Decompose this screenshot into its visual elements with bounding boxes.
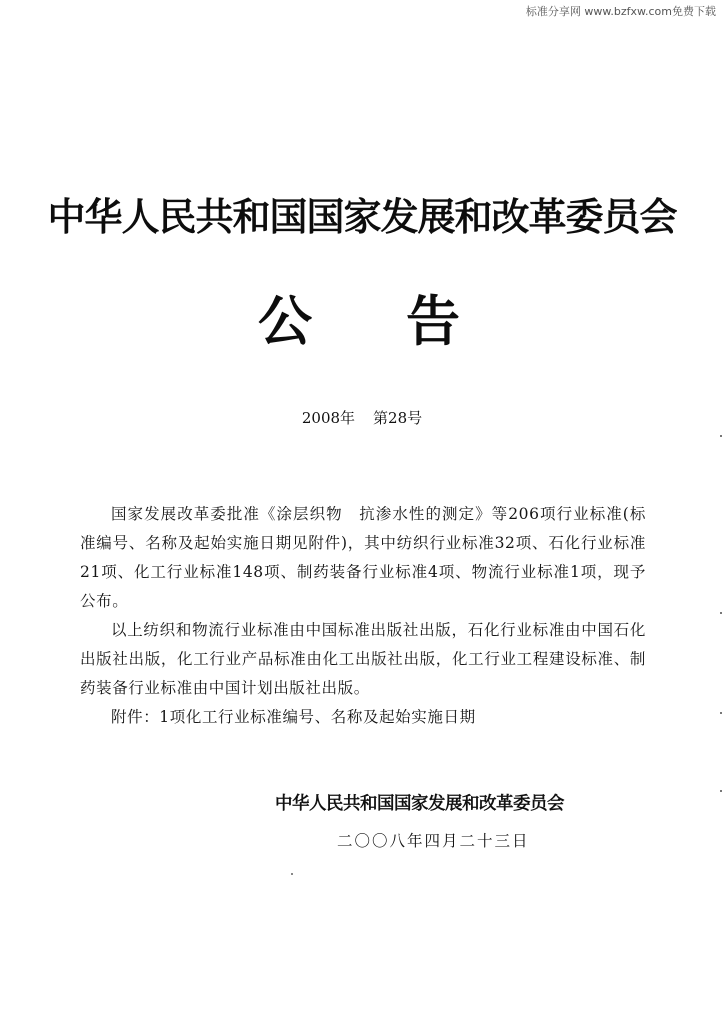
body-paragraph: 国家发展改革委批准《涂层织物 抗渗水性的测定》等206项行业标准(标准编号、名称及起始实施日期见附件)，其中纺织行业标准32项、石化行业标准21项、化工行业标准148项、制药装备行业标准4项、物流行业标准1项，现予公布。 <box>80 505 646 610</box>
document-type-char-2: 告 <box>406 290 460 353</box>
document-type-char-1: 公 <box>258 290 312 353</box>
watermark-text: 标准分享网 www.bzfxw.com免费下载 <box>525 5 716 18</box>
document-type-heading <box>0 290 724 360</box>
scan-speck <box>720 612 722 614</box>
scan-speck <box>720 790 722 792</box>
issue-year: 2008年 <box>301 409 356 427</box>
scan-speck <box>291 873 293 875</box>
signature-date: 二〇〇八年四月二十三日 <box>337 832 530 850</box>
scan-speck <box>720 435 722 437</box>
body-paragraph: 以上纺织和物流行业标准由中国标准出版社出版，石化行业标准由中国石化出版社出版，化工行业产品标准由化工出版社出版，化工行业工程建设标准、制药装备行业标准由中国计划出版社出版。 <box>80 621 646 697</box>
attachment-line: 附件：1项化工行业标准编号、名称及起始实施日期 <box>111 708 476 726</box>
issue-number: 第28号 <box>373 409 423 427</box>
issue-number-line <box>0 407 724 428</box>
issuing-authority-title: 中华人民共和国国家发展和改革委员会 <box>47 195 677 239</box>
announcement-body <box>80 500 646 732</box>
scan-speck <box>720 712 722 714</box>
signature-organization: 中华人民共和国国家发展和改革委员会 <box>275 794 564 814</box>
signature-block <box>275 790 635 851</box>
